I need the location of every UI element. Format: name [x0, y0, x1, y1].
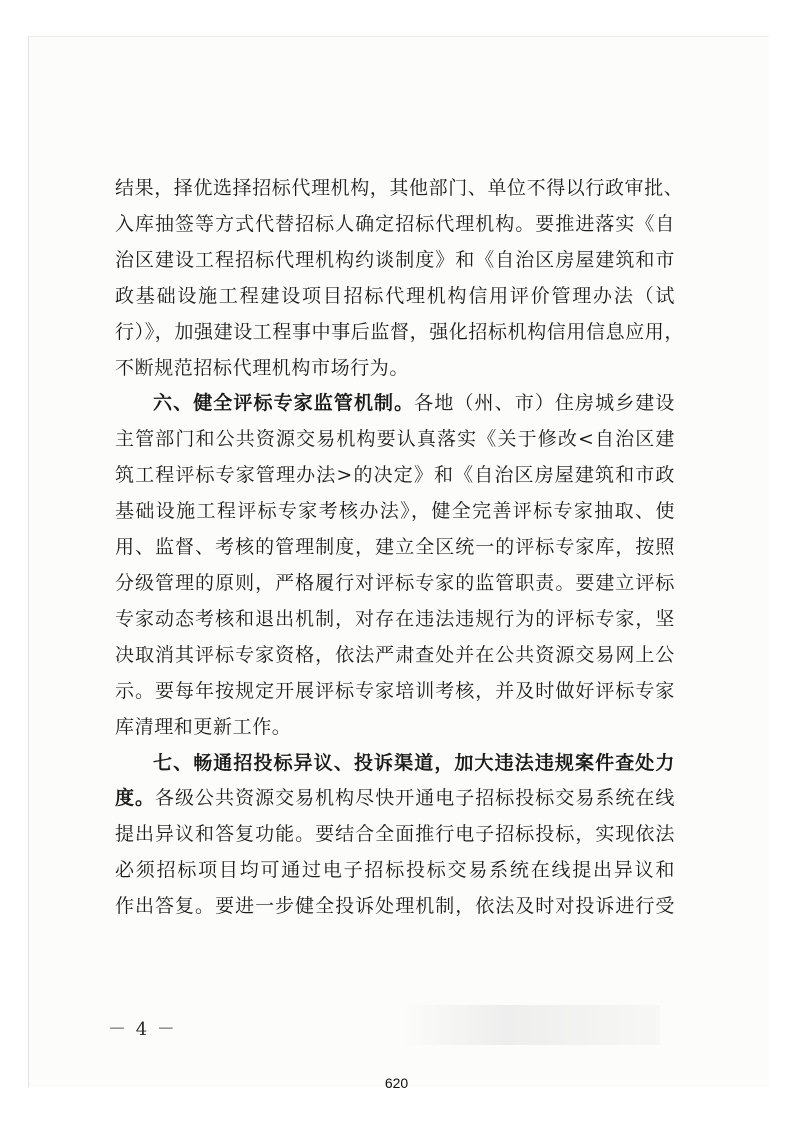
text-span: 各地（州、市）住房城乡建设	[414, 392, 675, 415]
text-line: 入库抽签等方式代替招标人确定招标代理机构。要推进落实《自	[115, 212, 675, 235]
text-line	[115, 746, 675, 782]
footer-page-number: 620	[384, 1075, 409, 1091]
text-line: 分级管理的原则，严格履行对评标专家的监管职责。要建立评标	[115, 571, 675, 594]
text-line: 决取消其评标专家资格，依法严肃查处并在公共资源交易网上公	[115, 643, 675, 666]
section-heading-six: 六、健全评标专家监管机制。	[153, 392, 415, 415]
text-line	[115, 781, 675, 817]
text-line: 结果，择优选择招标代理机构，其他部门、单位不得以行政审批、	[115, 177, 684, 199]
text-span: 各级公共资源交易机构尽快开通电子招标投标交易系统在线	[155, 787, 675, 810]
text-line: 提出异议和答复功能。要结合全面推行电子招标投标，实现依法	[115, 823, 675, 846]
text-line: 必须招标项目均可通过电子招标投标交易系统在线提出异议和	[115, 859, 675, 882]
document-body	[115, 171, 685, 925]
text-line: 行）》，加强建设工程事中事后监督，强化招标机构信用信息应用，	[115, 320, 685, 343]
section-heading-seven-cont: 度。	[115, 787, 156, 810]
paragraph-expert-supervision	[115, 386, 675, 745]
scan-artifact	[400, 1005, 660, 1045]
text-line: 作出答复。要进一步健全投诉处理机制，依法及时对投诉进行受	[115, 895, 675, 918]
text-line: 筑工程评标专家管理办法>的决定》和《自治区房屋建筑和市政	[115, 464, 675, 487]
text-line: 示。要每年按规定开展评标专家培训考核，并及时做好评标专家	[115, 679, 675, 702]
text-line: 专家动态考核和退出机制，对存在违法违规行为的评标专家，坚	[115, 607, 675, 630]
text-line: 基础设施工程评标专家考核办法》，健全完善评标专家抽取、使	[115, 500, 675, 523]
paragraph-agency-selection	[115, 171, 685, 386]
text-line: 治区建设工程招标代理机构约谈制度》和《自治区房屋建筑和市	[115, 248, 675, 271]
text-line	[115, 386, 675, 422]
text-line: 用、监督、考核的管理制度，建立全区统一的评标专家库，按照	[115, 536, 675, 559]
paragraph-complaint-channels	[115, 746, 675, 926]
text-line: 库清理和更新工作。	[115, 715, 292, 738]
page-number: － 4 －	[108, 1019, 177, 1040]
section-heading-seven: 七、畅通招投标异议、投诉渠道，加大违法违规案件查处力	[153, 751, 675, 774]
text-line: 主管部门和公共资源交易机构要认真落实《关于修改<自治区建	[115, 428, 675, 451]
text-line: 不断规范招标代理机构市场行为。	[115, 356, 410, 379]
text-line: 政基础设施工程建设项目招标代理机构信用评价管理办法（试	[115, 284, 675, 307]
